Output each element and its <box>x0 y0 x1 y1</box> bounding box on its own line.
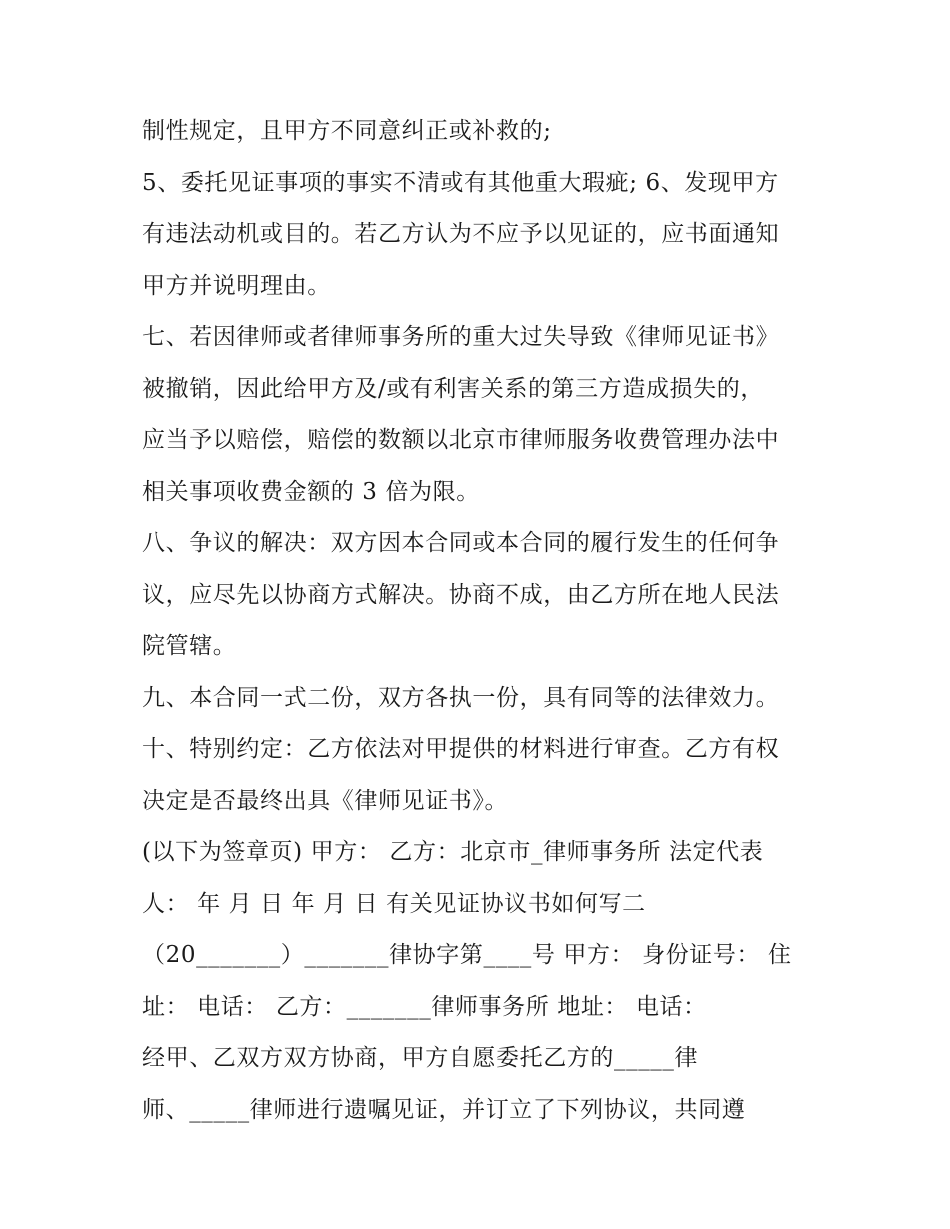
text-line: 有违法动机或目的。若乙方认为不应予以见证的，应书面通知 <box>142 221 780 247</box>
text-line: 七、若因律师或者律师事务所的重大过失导致《律师见证书》 <box>142 324 780 350</box>
text-line: 5、委托见证事项的事实不清或有其他重大瑕疵; 6、发现甲方 <box>142 169 779 196</box>
text-line: 制性规定，且甲方不同意纠正或补救的; <box>142 118 552 144</box>
text-line: （20_______）_______律协字第____号 甲方： 身份证号： 住 <box>142 942 792 968</box>
text-line: (以下为签章页) 甲方： 乙方：北京市_律师事务所 法定代表 <box>142 839 764 865</box>
document-body <box>142 106 822 1136</box>
text-line: 相关事项收费金额的 3 倍为限。 <box>142 478 480 505</box>
text-line: 师、_____律师进行遗嘱见证，并订立了下列协议，共同遵 <box>142 1096 746 1123</box>
text-line: 被撤销，因此给甲方及/或有利害关系的第三方造成损失的， <box>142 375 764 402</box>
text-line: 八、争议的解决：双方因本合同或本合同的履行发生的任何争 <box>142 530 780 556</box>
text-line: 院管辖。 <box>142 633 237 659</box>
text-line: 十、特别约定：乙方依法对甲提供的材料进行审查。乙方有权 <box>142 736 780 762</box>
text-line: 人： 年 月 日 年 月 日 有关见证协议书如何写二 <box>142 890 646 917</box>
text-line: 决定是否最终出具《律师见证书》。 <box>142 787 509 814</box>
text-line: 九、本合同一式二份，双方各执一份，具有同等的法律效力。 <box>142 684 780 711</box>
text-line: 应当予以赔偿，赔偿的数额以北京市律师服务收费管理办法中 <box>142 427 780 453</box>
text-line: 甲方并说明理由。 <box>142 272 331 299</box>
text-line: 经甲、乙双方双方协商，甲方自愿委托乙方的_____律 <box>142 1045 699 1071</box>
text-line: 议，应尽先以协商方式解决。协商不成，由乙方所在地人民法 <box>142 581 780 608</box>
text-line: 址： 电话： 乙方：_______律师事务所 地址： 电话： <box>142 993 707 1020</box>
